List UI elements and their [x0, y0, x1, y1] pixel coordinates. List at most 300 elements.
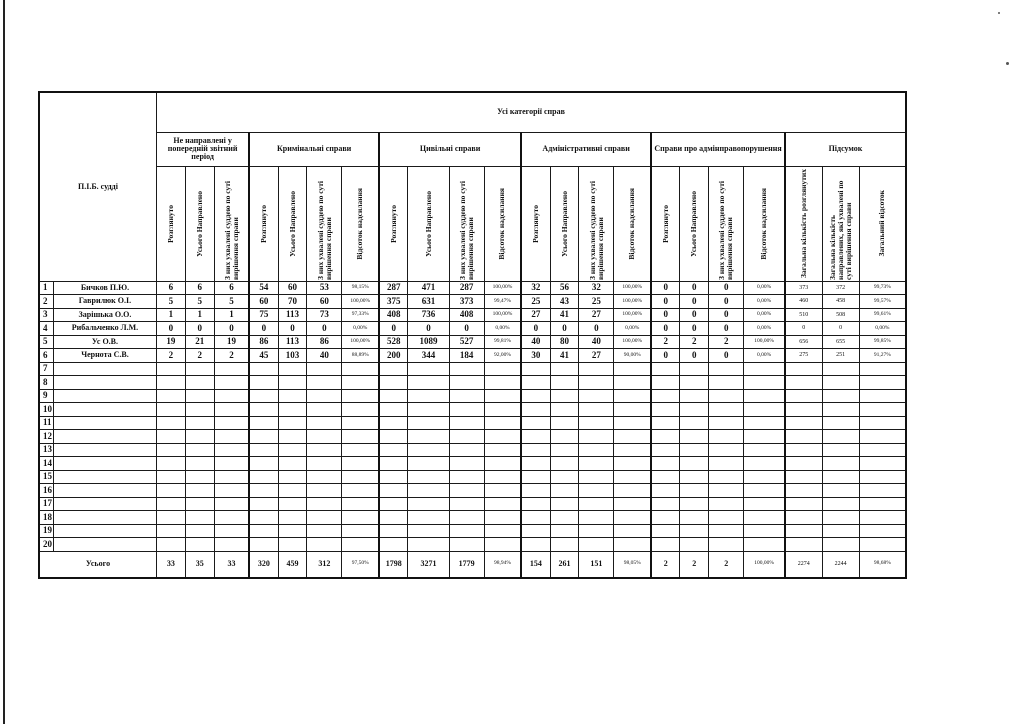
total-row: [39, 551, 906, 578]
table-cell: 0: [680, 281, 709, 295]
table-cell: [744, 497, 785, 511]
table-cell: [859, 484, 906, 498]
table-cell: [278, 430, 307, 444]
table-cell: 5: [185, 295, 214, 309]
table-cell: [521, 470, 550, 484]
table-cell: [449, 538, 484, 552]
table-cell: 53: [307, 281, 342, 295]
table-cell: [342, 430, 379, 444]
table-cell: [709, 376, 744, 390]
table-cell: [521, 511, 550, 525]
table-cell: [521, 497, 550, 511]
table-cell: [342, 443, 379, 457]
table-cell: [408, 457, 449, 471]
judge-name: Ус О.В.: [53, 335, 156, 349]
table-cell: [157, 389, 186, 403]
table-cell: 113: [278, 335, 307, 349]
table-cell: [214, 470, 249, 484]
table-cell: [521, 443, 550, 457]
column-header: [651, 166, 680, 281]
table-cell: [521, 362, 550, 376]
table-row: [39, 538, 906, 552]
table-cell: [185, 443, 214, 457]
table-cell: 99,61%: [859, 308, 906, 322]
table-cell: [185, 457, 214, 471]
table-cell: [680, 416, 709, 430]
table-cell: 30: [521, 349, 550, 363]
table-row: [39, 295, 906, 309]
table-cell: [342, 457, 379, 471]
table-cell: [709, 403, 744, 417]
table-row: [39, 281, 906, 295]
table-cell: [614, 443, 651, 457]
table-cell: [484, 362, 521, 376]
table-cell: [709, 389, 744, 403]
column-header-label: Відсоток надсилання: [627, 187, 637, 260]
table-cell: 200: [379, 349, 408, 363]
table-cell: 19: [214, 335, 249, 349]
table-cell: [579, 457, 614, 471]
table-cell: [680, 511, 709, 525]
table-cell: [579, 524, 614, 538]
column-header-label: Розглянуто: [165, 204, 175, 243]
column-header-label: З них ухвалені суддею по суті вирішення справи: [457, 180, 475, 280]
table-cell: [307, 484, 342, 498]
table-cell: 631: [408, 295, 449, 309]
table-cell: [709, 416, 744, 430]
table-cell: [709, 362, 744, 376]
table-cell: [822, 443, 859, 457]
table-cell: 100,00%: [614, 295, 651, 309]
column-header-label: Усього Направлено: [194, 190, 204, 257]
table-cell: 91,27%: [859, 349, 906, 363]
table-cell: 98,94%: [484, 551, 521, 578]
judge-name: [53, 430, 156, 444]
table-cell: [249, 416, 278, 430]
table-cell: [785, 497, 822, 511]
table-cell: [859, 416, 906, 430]
table-cell: [342, 538, 379, 552]
table-cell: 251: [822, 349, 859, 363]
row-number: 3: [39, 308, 53, 322]
table-cell: [859, 538, 906, 552]
table-cell: [484, 538, 521, 552]
table-cell: [579, 416, 614, 430]
table-cell: [379, 538, 408, 552]
table-cell: [379, 362, 408, 376]
table-cell: [484, 511, 521, 525]
table-cell: 261: [550, 551, 579, 578]
row-number: 15: [39, 470, 53, 484]
row-number: 20: [39, 538, 53, 552]
table-cell: [744, 430, 785, 444]
judge-name: [53, 457, 156, 471]
table-cell: [614, 497, 651, 511]
table-cell: [449, 484, 484, 498]
table-cell: [214, 443, 249, 457]
table-cell: [185, 524, 214, 538]
table-cell: 0,00%: [744, 281, 785, 295]
table-cell: 0: [680, 295, 709, 309]
table-cell: [680, 376, 709, 390]
table-cell: [651, 416, 680, 430]
table-cell: [278, 376, 307, 390]
table-row: [39, 416, 906, 430]
table-cell: 100,00%: [342, 335, 379, 349]
table-cell: [680, 430, 709, 444]
table-cell: [822, 470, 859, 484]
column-header: [278, 166, 307, 281]
table-cell: [408, 376, 449, 390]
table-cell: 0: [680, 322, 709, 336]
table-cell: [550, 389, 579, 403]
table-cell: 41: [550, 349, 579, 363]
table-cell: [278, 457, 307, 471]
table-cell: [521, 416, 550, 430]
column-header-label: Усього Направлено: [559, 190, 569, 257]
table-cell: [651, 457, 680, 471]
table-cell: [822, 524, 859, 538]
table-cell: [709, 484, 744, 498]
table-cell: [307, 443, 342, 457]
table-cell: [521, 524, 550, 538]
table-cell: [278, 389, 307, 403]
table-row: [39, 349, 906, 363]
table-cell: [214, 457, 249, 471]
table-cell: [249, 389, 278, 403]
table-cell: 98,15%: [342, 281, 379, 295]
table-cell: [185, 430, 214, 444]
table-cell: 3271: [408, 551, 449, 578]
row-number: 2: [39, 295, 53, 309]
column-header: [307, 166, 342, 281]
table-cell: 86: [249, 335, 278, 349]
table-cell: 0: [651, 349, 680, 363]
table-cell: [249, 524, 278, 538]
table-cell: [521, 389, 550, 403]
table-cell: [680, 362, 709, 376]
table-cell: [614, 376, 651, 390]
table-cell: 459: [278, 551, 307, 578]
judge-name: Гаврилюк О.І.: [53, 295, 156, 309]
table-cell: 0: [214, 322, 249, 336]
table-cell: [651, 497, 680, 511]
table-cell: 528: [379, 335, 408, 349]
table-cell: 2: [709, 335, 744, 349]
table-cell: [550, 538, 579, 552]
table-cell: [785, 484, 822, 498]
table-cell: [744, 403, 785, 417]
table-cell: [651, 538, 680, 552]
table-cell: [614, 457, 651, 471]
table-cell: 1: [157, 308, 186, 322]
table-cell: [408, 511, 449, 525]
table-row: [39, 308, 906, 322]
row-number: 7: [39, 362, 53, 376]
column-header-label: Відсоток надсилання: [355, 187, 365, 260]
table-cell: 97,50%: [342, 551, 379, 578]
table-cell: 100,00%: [614, 335, 651, 349]
column-header: [408, 166, 449, 281]
table-cell: [651, 376, 680, 390]
table-cell: 56: [550, 281, 579, 295]
table-cell: [249, 497, 278, 511]
table-cell: [550, 376, 579, 390]
table-row: [39, 403, 906, 417]
table-cell: [651, 484, 680, 498]
table-cell: [307, 362, 342, 376]
table-cell: [342, 524, 379, 538]
table-cell: [785, 511, 822, 525]
table-cell: [651, 470, 680, 484]
table-cell: [379, 524, 408, 538]
table-cell: [278, 403, 307, 417]
table-cell: 100,00%: [484, 281, 521, 295]
table-cell: [214, 538, 249, 552]
table-cell: [785, 470, 822, 484]
table-cell: [744, 457, 785, 471]
table-cell: [185, 484, 214, 498]
row-number: 5: [39, 335, 53, 349]
column-header-label: Усього Направлено: [287, 190, 297, 257]
table-cell: 80: [550, 335, 579, 349]
table-cell: 527: [449, 335, 484, 349]
table-cell: 99,57%: [859, 295, 906, 309]
table-cell: 92,00%: [484, 349, 521, 363]
table-cell: [449, 403, 484, 417]
table-cell: [214, 389, 249, 403]
table-row: [39, 335, 906, 349]
total-label: Усього: [39, 551, 157, 578]
row-number: 6: [39, 349, 53, 363]
table-cell: [379, 376, 408, 390]
table-cell: [680, 524, 709, 538]
table-cell: 6: [157, 281, 186, 295]
table-cell: 43: [550, 295, 579, 309]
table-cell: [651, 389, 680, 403]
table-cell: [859, 457, 906, 471]
column-header: [614, 166, 651, 281]
table-cell: 98,68%: [859, 551, 906, 578]
column-header: [249, 166, 278, 281]
table-cell: [379, 389, 408, 403]
table-cell: [550, 403, 579, 417]
table-cell: [859, 389, 906, 403]
table-cell: [614, 430, 651, 444]
column-header-label: Усього Направлено: [423, 190, 433, 257]
table-cell: 103: [278, 349, 307, 363]
table-cell: [521, 403, 550, 417]
table-cell: [614, 362, 651, 376]
table-cell: [579, 430, 614, 444]
row-number: 12: [39, 430, 53, 444]
table-cell: [550, 511, 579, 525]
table-cell: [651, 362, 680, 376]
table-cell: [278, 524, 307, 538]
table-cell: [278, 470, 307, 484]
table-cell: [307, 524, 342, 538]
row-number: 17: [39, 497, 53, 511]
row-number: 10: [39, 403, 53, 417]
table-cell: 0: [307, 322, 342, 336]
table-cell: 75: [249, 308, 278, 322]
table-cell: [859, 497, 906, 511]
table-cell: 100,00%: [744, 551, 785, 578]
table-cell: [249, 403, 278, 417]
table-cell: 458: [822, 295, 859, 309]
table-cell: [185, 389, 214, 403]
table-row: [39, 362, 906, 376]
table-cell: [214, 376, 249, 390]
table-cell: [379, 470, 408, 484]
table-cell: [484, 376, 521, 390]
table-cell: [214, 430, 249, 444]
table-cell: [550, 484, 579, 498]
table-cell: 27: [521, 308, 550, 322]
table-cell: [214, 362, 249, 376]
table-cell: [185, 538, 214, 552]
table-cell: 0: [709, 322, 744, 336]
table-cell: [307, 389, 342, 403]
table-cell: [680, 497, 709, 511]
table-cell: [785, 538, 822, 552]
column-header: [379, 166, 408, 281]
table-cell: [249, 511, 278, 525]
judge-name: Бичков П.Ю.: [53, 281, 156, 295]
table-cell: [342, 497, 379, 511]
table-cell: 408: [449, 308, 484, 322]
table-cell: 2: [651, 335, 680, 349]
group-administrative-header: Адміністративні справи: [521, 132, 651, 166]
table-cell: [379, 443, 408, 457]
table-cell: 736: [408, 308, 449, 322]
judge-name: [53, 376, 156, 390]
column-header: [579, 166, 614, 281]
table-cell: 0: [651, 322, 680, 336]
table-cell: [614, 416, 651, 430]
table-cell: 0: [185, 322, 214, 336]
table-cell: [822, 484, 859, 498]
column-header-label: З них ухвалені суддею по суті вирішення справи: [717, 180, 735, 280]
table-cell: [579, 376, 614, 390]
table-cell: [680, 484, 709, 498]
table-cell: [822, 457, 859, 471]
judge-name: [53, 403, 156, 417]
table-cell: 2: [651, 551, 680, 578]
judge-name: Чернота С.В.: [53, 349, 156, 363]
all-categories-header: Усі категорії справ: [157, 92, 907, 132]
table-cell: [521, 376, 550, 390]
table-cell: 0: [680, 308, 709, 322]
row-number: 8: [39, 376, 53, 390]
table-cell: [579, 484, 614, 498]
table-cell: [822, 376, 859, 390]
table-cell: [408, 430, 449, 444]
table-cell: 0: [550, 322, 579, 336]
column-header-label: Розглянуто: [660, 204, 670, 243]
table-cell: 0: [709, 295, 744, 309]
table-cell: 2: [214, 349, 249, 363]
table-cell: [307, 416, 342, 430]
table-cell: [379, 430, 408, 444]
column-header: [822, 166, 859, 281]
column-header: [680, 166, 709, 281]
column-header-label: З них ухвалені суддею по суті вирішення справи: [587, 180, 605, 280]
table-cell: 41: [550, 308, 579, 322]
judges-statistics-table: [38, 91, 907, 579]
group-criminal-header: Кримінальні справи: [249, 132, 379, 166]
table-cell: [157, 403, 186, 417]
table-cell: [822, 362, 859, 376]
judge-name: [53, 511, 156, 525]
table-cell: 151: [579, 551, 614, 578]
table-cell: 32: [579, 281, 614, 295]
table-cell: [185, 511, 214, 525]
table-cell: 0: [785, 322, 822, 336]
row-number: 9: [39, 389, 53, 403]
scan-speck: [1006, 62, 1009, 65]
table-cell: 0: [709, 308, 744, 322]
table-cell: [307, 470, 342, 484]
table-cell: [342, 376, 379, 390]
table-cell: [744, 511, 785, 525]
table-cell: [278, 362, 307, 376]
table-cell: [249, 362, 278, 376]
table-cell: [484, 484, 521, 498]
table-cell: [307, 430, 342, 444]
table-row: [39, 470, 906, 484]
table-cell: [785, 389, 822, 403]
table-cell: [214, 484, 249, 498]
table-cell: [307, 457, 342, 471]
column-header: [342, 166, 379, 281]
table-cell: 54: [249, 281, 278, 295]
table-cell: 100,00%: [614, 308, 651, 322]
table-cell: [484, 470, 521, 484]
table-cell: [744, 376, 785, 390]
table-cell: [185, 376, 214, 390]
table-cell: [185, 362, 214, 376]
table-row: [39, 497, 906, 511]
table-cell: 0,00%: [744, 349, 785, 363]
table-cell: [550, 416, 579, 430]
table-cell: [614, 538, 651, 552]
table-cell: 27: [579, 308, 614, 322]
table-row: [39, 443, 906, 457]
table-cell: [579, 389, 614, 403]
table-cell: 99,47%: [484, 295, 521, 309]
table-cell: 25: [521, 295, 550, 309]
table-cell: [157, 430, 186, 444]
table-cell: 21: [185, 335, 214, 349]
table-cell: [785, 376, 822, 390]
table-cell: [785, 524, 822, 538]
table-cell: 0: [521, 322, 550, 336]
table-cell: 1: [185, 308, 214, 322]
table-cell: [484, 430, 521, 444]
table-cell: [342, 511, 379, 525]
scan-speck: [998, 12, 1000, 14]
table-cell: [408, 524, 449, 538]
table-cell: [449, 524, 484, 538]
table-cell: [822, 416, 859, 430]
table-cell: [278, 416, 307, 430]
column-header-label: Розглянуто: [388, 204, 398, 243]
table-cell: [614, 403, 651, 417]
table-cell: [157, 524, 186, 538]
row-number: 14: [39, 457, 53, 471]
table-cell: 510: [785, 308, 822, 322]
